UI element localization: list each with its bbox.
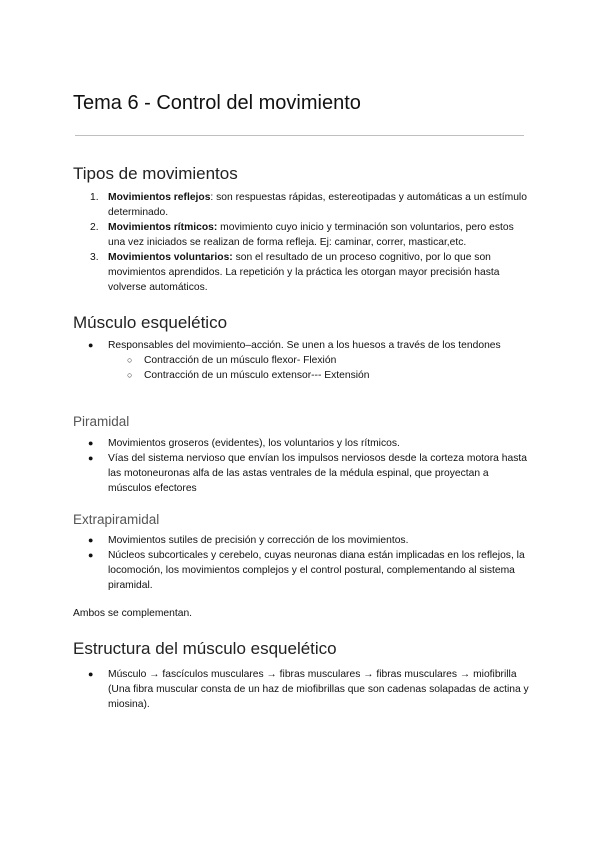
list-piramidal	[73, 436, 533, 496]
bullet-icon: ●	[88, 669, 94, 679]
list-item	[73, 451, 533, 496]
definition: movimiento cuyo inicio y terminación son voluntarios, pero estos una vez iniciados se realizan de forma refleja. Ej: caminar, correr, masticar,etc.	[108, 222, 514, 248]
note-paragraph: Ambos se complementan.	[73, 608, 193, 619]
list-number: 1.	[90, 192, 99, 203]
list-item-text: Contracción de un músculo flexor- Flexión	[144, 355, 337, 366]
list-number: 2.	[90, 222, 99, 233]
bullet-icon: ●	[88, 550, 94, 560]
definition: son el resultado de un proceso cognitivo, por lo que son movimientos aprendidos. La repetición y la práctica les otorgan mayor precisión hasta volverse automáticos.	[108, 252, 500, 293]
heading-piramidal: Piramidal	[73, 414, 130, 429]
title-divider	[75, 135, 524, 136]
list-tipos	[73, 190, 533, 295]
list-item	[73, 190, 533, 220]
bullet-icon: ●	[88, 340, 94, 350]
list-item-text: Vías del sistema nervioso que envían los impulsos nerviosos desde la corteza motora hasta las motoneuronas alfa de las astas ventrales de la médula espinal, que proyectan a músculos efectores	[108, 453, 527, 494]
list-musculo	[73, 338, 533, 383]
bullet-icon: ●	[88, 438, 94, 448]
list-extrapiramidal	[73, 533, 533, 593]
bullet-icon: ●	[88, 453, 94, 463]
list-item	[73, 220, 533, 250]
circle-bullet-icon: ○	[127, 370, 133, 380]
list-item	[73, 548, 533, 593]
heading-tipos: Tipos de movimientos	[73, 164, 238, 183]
page-title: Tema 6 - Control del movimiento	[73, 92, 361, 114]
definition: : son respuestas rápidas, estereotipadas y automáticas a un estímulo determinado.	[108, 192, 527, 218]
list-item-text: Responsables del movimiento–acción. Se unen a los huesos a través de los tendones	[108, 340, 501, 351]
list-item	[73, 436, 533, 451]
heading-musculo: Músculo esquelético	[73, 313, 228, 332]
list-item-text: Núcleos subcorticales y cerebelo, cuyas neuronas diana están implicadas en los reflejos, la locomoción, los movimientos complejos y el control postural, complementando al sistema piramidal.	[108, 550, 525, 591]
term: Movimientos reflejos	[108, 192, 211, 203]
heading-extrapiramidal: Extrapiramidal	[73, 512, 160, 527]
list-item	[73, 338, 533, 353]
list-item-text: Contracción de un músculo extensor--- Extensión	[144, 370, 370, 381]
term: Movimientos rítmicos:	[108, 222, 218, 233]
list-item	[73, 533, 533, 548]
bullet-icon: ●	[88, 535, 94, 545]
sub-list-item	[73, 353, 533, 368]
sub-list-item	[73, 368, 533, 383]
list-item	[73, 667, 533, 712]
list-estructura	[73, 667, 533, 712]
circle-bullet-icon: ○	[127, 355, 133, 365]
heading-estructura: Estructura del músculo esquelético	[73, 639, 337, 658]
list-number: 3.	[90, 252, 99, 263]
list-item	[73, 250, 533, 295]
list-item-text: Movimientos sutiles de precisión y corrección de los movimientos.	[108, 535, 409, 546]
list-item-text: Músculo → fascículos musculares → fibras musculares → fibras musculares → miofibrilla (Una fibra muscular consta de un haz de miofibrillas que son cadenas solapadas de actina y miosina).	[108, 669, 529, 710]
term: Movimientos voluntarios:	[108, 252, 233, 263]
list-item-text: Movimientos groseros (evidentes), los voluntarios y los rítmicos.	[108, 438, 400, 449]
